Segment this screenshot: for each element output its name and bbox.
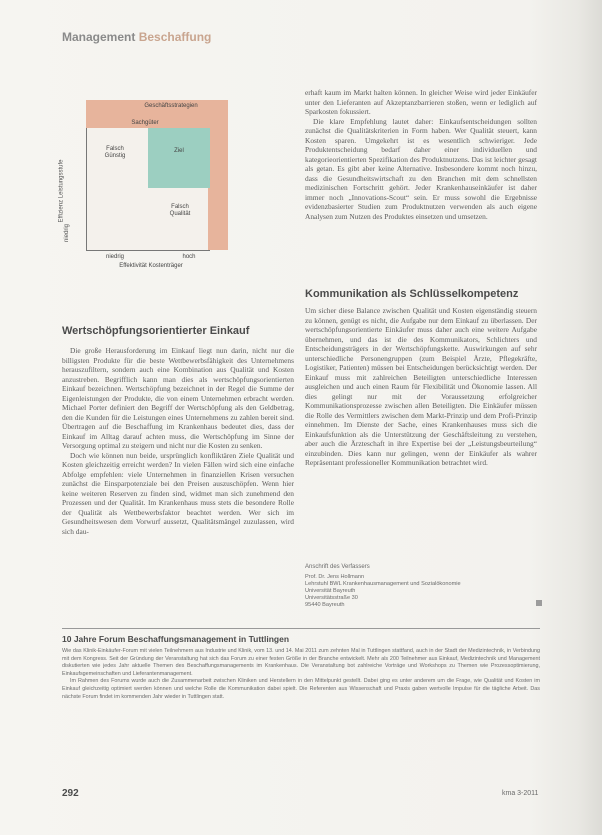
quadrant-label-top-left: Falsch Günstig (104, 146, 126, 159)
y-axis (86, 128, 87, 250)
x-axis-label: Effektivität Kostenträger (119, 263, 183, 269)
page-number: 292 (62, 788, 79, 799)
author-line: Prof. Dr. Jens Hollmann (305, 574, 365, 580)
author-line: Lehrstuhl BWL Krankenhausmanagement und Sozialökonomie (305, 581, 461, 587)
quadrant-label-bottom-right: Falsch Qualität (169, 204, 191, 217)
y-axis-label: Effizienz Leistungsstufe (58, 159, 65, 223)
target-quadrant (148, 128, 210, 188)
paragraph: Um sicher diese Balance zwischen Qualität und Kosten eigenständig steuern zu können, genügt es nicht, die Aufgabe nur dem Einkauf zu überlassen. Der wertschöpfungsorientierte Einkäufer muss daher auch eine weitere Aufgabe übernehmen, und das ist die des Kommunikators, Schlichters und Entscheidungsträgers in der Wertschöpfungskette. Auswirkungen auf sehr unterschiedliche Personengruppen (zum Beispiel Ärzte, Pflegekräfte, Logistiker, Patienten) müssen bei Entscheidungen berücksichtigt werden. Der Einkauf muss mit zahlreichen Beteiligten unterschiedliche Interessen ausgleichen und auch einen Raum für Flexibilität und Ökonomie lassen. All dies gelingt nur mit der Voraussetzung erfolgreicher Kommunikationsprozesse zwischen allen Beteiligten. Die Einkäufer müssen die Rolle des Vermittlers zwischen dem Markt-Prinzip und dem Profi-Prinzip einnehmen. Im Dienste der Sache, eines Krankenhauses muss sich die Einkaufsfunktion als die Unterstützung der Geschäftsleitung zu verstehen, aber auch die Ärzteschaft in ihre Expertise bei der „Leistungsbeurteilung“ einzubinden. Dies kann nur gelingen, wenn der Einkäufer als wahrer Repräsentant professioneller Kommunikation betrachtet wird. (305, 306, 537, 467)
issue-label: kma 3-2011 (502, 790, 539, 797)
x-axis (86, 250, 210, 251)
paragraph: Die klare Empfehlung lautet daher: Einkaufsentscheidungen sollten zunächst die Qualitätskriterien in Form haben. Wer Qualität steuert, kann Kosten sparen. Umgekehrt ist es wesentlich schwieriger. Jede Produktentscheidung bedarf daher einer individuellen und kategorieorientierten Spezifikation des Produktnutzens. Das ist leichter gesagt als getan. Es gibt aber keine Alternative. Insbesondere kommt noch hinzu, dass die Gesundheitswirtschaft zu den Branchen mit dem schnellsten medizinischen Fortschritt gehört. Jeder Krankenhauseinkäufer ist daher immer noch „Innovations-Scout“ sein. Er muss sowohl die Ergebnisse evidenzbasierter Studien zum Produktnutzen verwenden als auch eigene Analysen zum Nutzen des Produktes einsetzen und umsetzen. (305, 116, 537, 221)
section-subtitle: Beschaffung (138, 30, 212, 44)
paragraph: Wie das Klinik-Einkäufer-Forum mit vielen Teilnehmern aus Industrie und Klinik, vom 13. und 14. Mai 2011 zum zehnten Mal in Tuttlingen stattfand, auch in der Stadt der Medizintechnik, in Verbindung mit dem Kongress. Seit der Gründung der Veranstaltung hat sich das Forum zu einer festen Größe in der Branche entwickelt. Mehr als 200 Teilnehmer aus Einkauf, Medizintechnik und Management diskutierten wie jedes Jahr aktuelle Themen des Beschaffungsmanagements im Krankenhaus. Die Veranstaltung bot zahlreiche Vorträge und Workshops zu Themen wie Prozessoptimierung, Einkaufsgemeinschaften und Lieferantenmanagement. (62, 648, 540, 677)
section-title: Management (62, 30, 136, 44)
goods-band-label: Sachgüter (131, 120, 159, 126)
heading-value-purchasing: Wertschöpfungsorientierter Einkauf (62, 325, 250, 337)
paragraph: Die große Herausforderung im Einkauf liegt nun darin, nicht nur die billigsten Produkte für die beste Wettbewerbsfähigkeit des Unternehmens herauszufiltern, sondern auch eine Kombination aus Qualität und Kosten anzustreben. Begrifflich kann man dies als wertschöpfungsorientierten Einkauf bezeichnen. Wertschöpfung bezeichnet in der Regel die Summe der Eigenleistungen der Produkte, die von einem Unternehmen erbracht werden. Michael Porter definiert den Begriff der Wertschöpfung als den Geldbetrag, den die Kunden für die Leistungen eines Unternehmens zu zahlen bereit sind. Übertragen auf die Beschaffung im Krankenhaus bedeutet dies, dass der Einkauf im Alltag darauf achten muss, die Wertschöpfung im Sinne der Versorgung optimal zu steigern und nicht nur die Kosten zu senken. (62, 346, 294, 450)
box-article-text (62, 648, 540, 701)
author-line: Universitätsstraße 30 (305, 595, 358, 601)
author-line: Universität Bayreuth (305, 588, 356, 594)
x-axis-high-label: hoch (182, 254, 196, 260)
author-address-label: Anschrift des Verfassers (305, 564, 370, 570)
author-line: 95440 Bayreuth (305, 602, 345, 608)
paragraph: Im Rahmen des Forums wurde auch die Zusammenarbeit zwischen Kliniken und Herstellern in den Mittelpunkt gestellt. Dabei ging es unter anderem um die Frage, wie Qualität und Kosten im Einkauf gleichzeitig optimiert werden können und welche Rolle die Kommunikation dabei spielt. Die Referenten aus Wissenschaft und Praxis gaben wertvolle Impulse für die tägliche Arbeit. Das nächste Forum findet im kommenden Jahr wieder in Tuttlingen statt. (62, 678, 540, 700)
heading-communication: Kommunikation als Schlüsselkompetenz (305, 288, 519, 300)
right-column-bottom-text (305, 306, 537, 468)
y-axis-low-label: niedrig (64, 223, 71, 243)
quadrant-label-target: Ziel (174, 148, 184, 154)
x-axis-low-label: niedrig (105, 254, 124, 260)
left-column-text (62, 346, 294, 536)
strategy-matrix-diagram (58, 90, 226, 280)
section-divider (62, 628, 540, 629)
paragraph: erhaft kaum im Markt halten können. In gleicher Weise wird jeder Einkäufer unter den Lieferanten auf Akzeptanzbarrieren stoßen, wenn er lediglich auf Sparkosten fokussiert. (305, 88, 537, 116)
end-of-article-square (536, 600, 542, 606)
strategy-band-label: Geschäftsstrategien (144, 103, 198, 109)
author-address (305, 564, 505, 609)
box-article-title: 10 Jahre Forum Beschaffungsmanagement in Tuttlingen (62, 634, 290, 644)
paragraph: Doch wie können nun beide, ursprünglich konfliktären Ziele Qualität und Kosten gleichzeitig erreicht werden? In vielen Fällen wird sich eine einfache Abfolge empfehlen: viele Unternehmen in finanziellen Krisen versuchen zunächst die Einsparpotenziale bei den Preisen auszuschöpfen. Wenn hier keine weiteren Reserven zu finden sind, widmet man sich zunehmend den Prozessen und der Qualität. Im Krankenhaus muss stets die besondere Rolle der Qualität als Wettbewerbsfaktor beachtet werden. Wer sich im Gesundheitswesen dem Vorwurf aussetzt, Qualitätsmängel zuzulassen, wird sich dau- (62, 450, 294, 536)
section-header (62, 30, 211, 44)
right-column-top-text (305, 88, 537, 221)
